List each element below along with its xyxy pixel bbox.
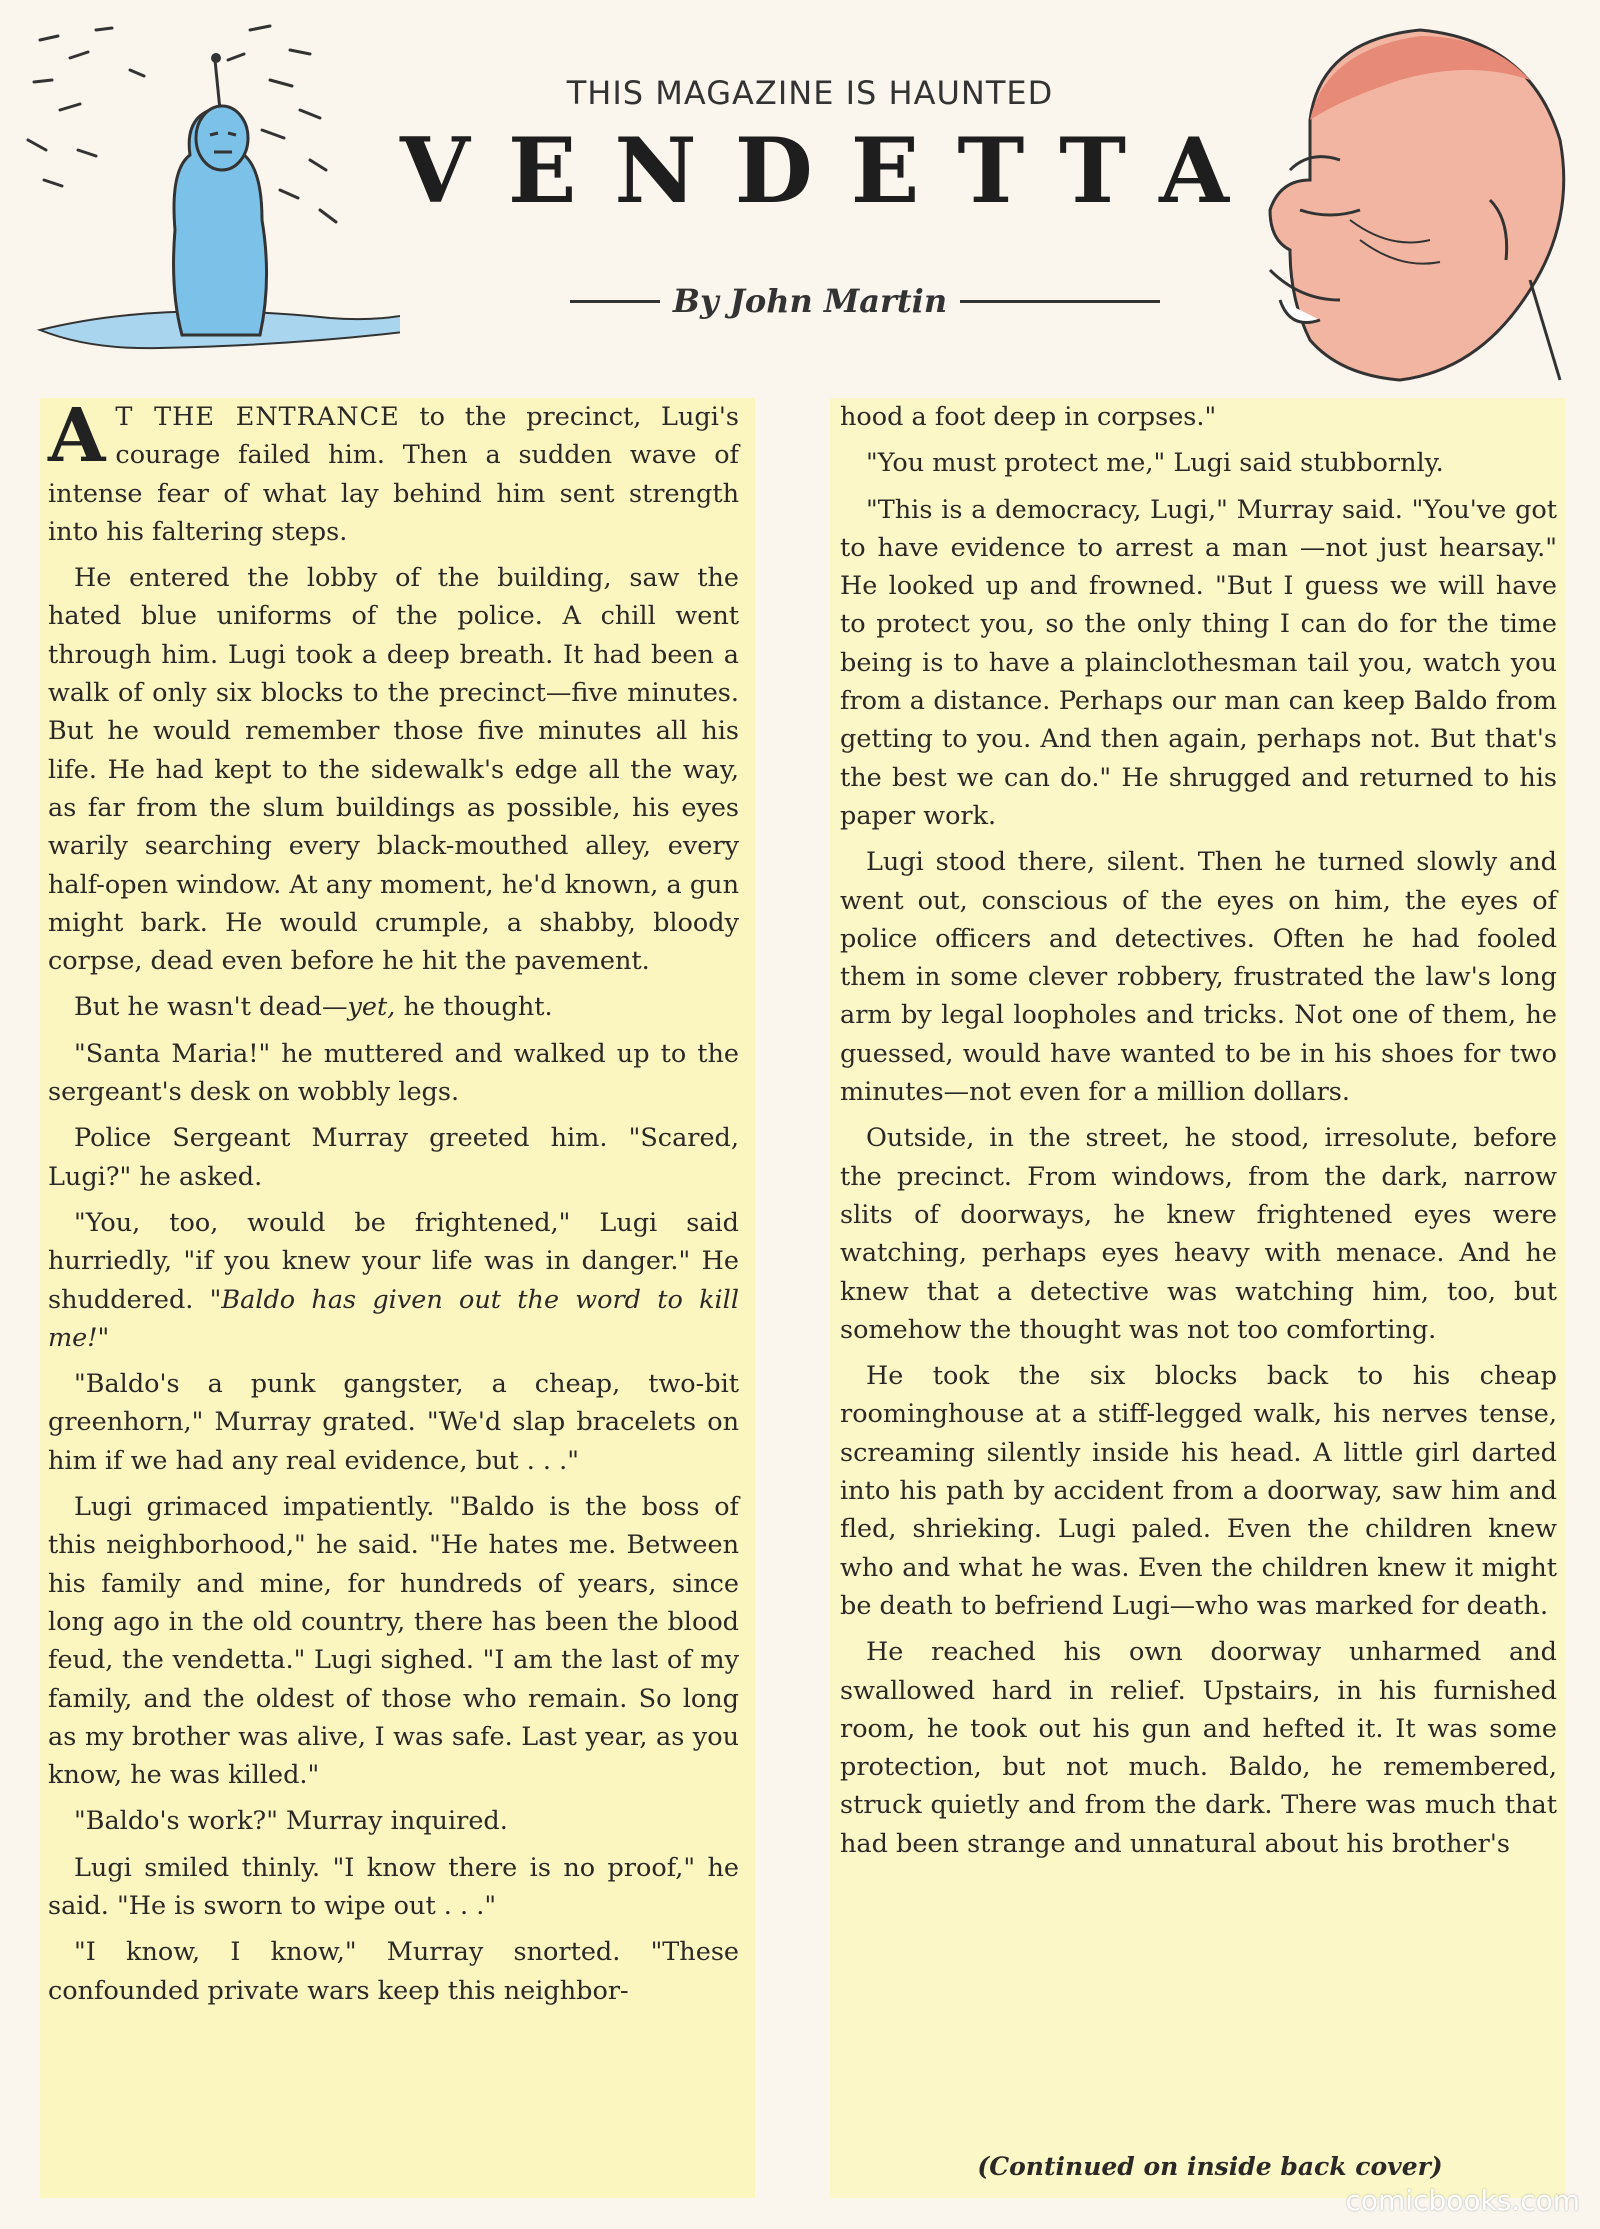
paragraph: "You must protect me," Lugi said stubbornly.: [866, 448, 1444, 479]
text-column-right: [830, 398, 1565, 2198]
ghost-figure-illustration: [0, 0, 400, 390]
paragraph: He took the six blocks back to his cheap roominghouse at a stiff-legged walk, his nerves tense, screaming silently inside his head. A little girl darted into his path by accident from a doorway, saw him and fled, shrieking. Lugi paled. Even the children knew who and what he was. Even the children knew it might be death to befriend Lugi—who was marked for death.: [840, 1361, 1557, 1621]
paragraph: But he wasn't dead—yet, he thought.: [74, 992, 553, 1023]
paragraph: "You, too, would be frightened," Lugi said hurriedly, "if you knew your life was in danger." He shuddered. "Baldo has given out the word to kill me!": [48, 1207, 739, 1353]
paragraph: A T THE ENTRANCE to the precinct, Lugi's courage failed him. Then a sudden wave of intense fear of what lay behind him sent strength into his faltering steps.: [48, 393, 739, 547]
story-title: VENDETTA: [400, 118, 1267, 224]
paragraph: Police Sergeant Murray greeted him. "Scared, Lugi?" he asked.: [48, 1123, 739, 1192]
watermark: comicbooks.com: [1345, 2184, 1580, 2217]
paragraph: Outside, in the street, he stood, irresolute, before the precinct. From windows, from the dark, narrow slits of doorways, he knew frightened eyes were watching, perhaps eyes heavy with menace. And he knew that a detective was watching him, too, but somehow the thought was not too comforting.: [840, 1123, 1557, 1345]
paragraph: "Baldo's work?" Murray inquired.: [74, 1806, 508, 1837]
paragraph: hood a foot deep in corpses.": [840, 402, 1217, 432]
story-header: [0, 0, 1600, 390]
paragraph: "This is a democracy, Lugi," Murray said. "You've got to have evidence to arrest a man —not just hearsay." He looked up and frowned. "But I guess we will have to protect you, so the only thing I can do for the time being is to have a plainclothesman tail you, watch you from a distance. Perhaps our man can keep Baldo from getting to you. And then again, perhaps not. But that's the best we can do." He shrugged and returned to his paper work.: [840, 494, 1557, 831]
paragraph: Lugi grimaced impatiently. "Baldo is the boss of this neighborhood," he said. "He hates me. Between his family and mine, for hundreds of years, since long ago in the old country, there has been the blood feud, the vendetta." Lugi sighed. "I am the last of my family, and the oldest of those who remain. So long as my brother was alive, I was safe. Last year, as you know, he was killed.": [48, 1492, 739, 1791]
paragraph: "Baldo's a punk gangster, a cheap, two-bit greenhorn," Murray grated. "We'd slap bracelets on him if we had any real evidence, but . . .": [48, 1369, 739, 1476]
paragraph: Lugi smiled thinly. "I know there is no proof," he said. "He is sworn to wipe out . . .": [48, 1852, 739, 1921]
paragraph: He reached his own doorway unharmed and swallowed hard in relief. Upstairs, in his furnished room, he took out his gun and hefted it. It was some protection, but not much. Baldo, he remembered, struck quietly and from the dark. There was much that had been strange and unnatural about his brother's: [840, 1637, 1557, 1859]
paragraph: He entered the lobby of the building, saw the hated blue uniforms of the police. A chill went through him. Lugi took a deep breath. It had been a walk of only six blocks to the precinct—five minutes. But he would remember those five minutes all his life. He had kept to the sidewalk's edge all the way, as far from the slum buildings as possible, his eyes warily searching every black-mouthed alley, every half-open window. At any moment, he'd known, a gun might bark. He would crumple, a shabby, bloody corpse, dead even before he hit the pavement.: [48, 563, 739, 977]
lead-in: T THE ENTRANCE: [115, 402, 400, 432]
paragraph: Lugi stood there, silent. Then he turned slowly and went out, conscious of the eyes on him, the eyes of police officers and detectives. Often he had fooled them in some clever robbery, frustrated the law's long arm by legal loopholes and tricks. Not one of them, he guessed, would have wanted to be in his shoes for two minutes—not even for a million dollars.: [840, 847, 1557, 1108]
paragraph: "Santa Maria!" he muttered and walked up to the sergeant's desk on wobbly legs.: [48, 1038, 739, 1108]
paragraph: "I know, I know," Murray snorted. "These confounded private wars keep this neighbor-: [48, 1937, 739, 2006]
text-column-left: [40, 393, 755, 2198]
byline: By John Martin: [672, 282, 948, 320]
byline-rule-left: [570, 300, 660, 303]
byline-rule-right: [960, 300, 1160, 303]
man-face-illustration: [1230, 0, 1590, 390]
magazine-title: THIS MAGAZINE IS HAUNTED: [566, 74, 1054, 112]
drop-cap: A: [48, 393, 106, 479]
continued-note: (Continued on inside back cover): [977, 2152, 1443, 2181]
